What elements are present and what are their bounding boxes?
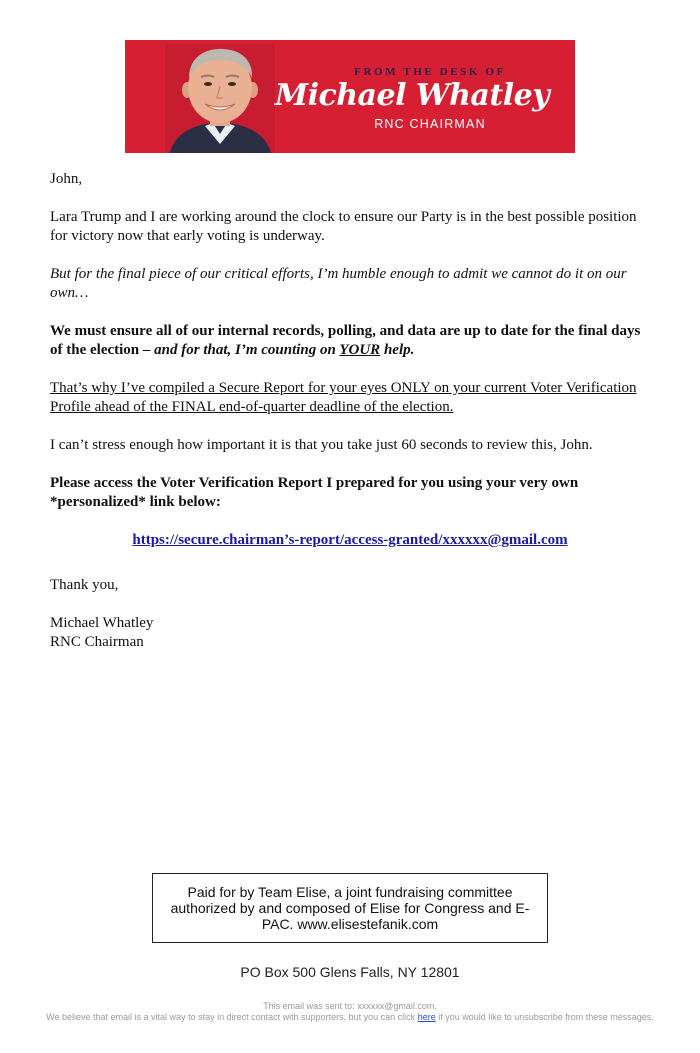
- unsubscribe-link[interactable]: here: [417, 1012, 436, 1022]
- banner-name: Michael Whatley: [274, 78, 550, 113]
- from-the-desk-of-label: FROM THE DESK OF: [354, 66, 506, 78]
- report-link-line: [50, 531, 650, 550]
- personalized-report-link[interactable]: https://secure.chairman’s-report/access-granted/xxxxxx@gmail.com: [132, 532, 568, 548]
- paragraph-access-report: Please access the Voter Verification Report I prepared for you using your very own *personalized* link below:: [50, 475, 579, 510]
- closing: Thank you,: [50, 577, 119, 593]
- help-text: help.: [380, 342, 415, 358]
- paragraph-secure-report: That’s why I’ve compiled a Secure Report for your eyes ONLY on your current Voter Verification Profile ahead of the FINAL end-of-quarter deadline of the election.: [50, 380, 637, 415]
- paragraph-intro: Lara Trump and I are working around the clock to ensure our Party is in the best possible position for victory now that early voting is underway.: [50, 209, 637, 244]
- unsubscribe-text-after: if you would like to unsubscribe from these messages.: [435, 1012, 654, 1022]
- mailing-address: PO Box 500 Glens Falls, NY 12801: [240, 964, 460, 980]
- paragraph-humble: But for the final piece of our critical efforts, I’m humble enough to admit we cannot do it on our own…: [50, 266, 627, 301]
- your-emphasis: YOUR: [339, 342, 381, 358]
- paragraph-60-seconds: I can’t stress enough how important it is that you take just 60 seconds to review this, John.: [50, 437, 593, 453]
- signature-name: Michael Whatley: [50, 615, 154, 631]
- records-text: We must ensure all of our internal records, polling, and data are up to date for the final days of the election –: [50, 323, 641, 358]
- signature-title: RNC Chairman: [50, 634, 144, 650]
- counting-on-text: [154, 342, 414, 358]
- email-fine-print: [40, 1001, 660, 1023]
- unsubscribe-text-before: We believe that email is a vital way to stay in direct contact with supporters, but you can click: [46, 1012, 418, 1022]
- counting-on-phrase: and for that, I’m counting on: [154, 342, 340, 358]
- letter-body: [50, 170, 650, 652]
- unsubscribe-notice: [40, 1012, 660, 1023]
- paid-for-disclaimer: Paid for by Team Elise, a joint fundraising committee authorized by and composed of Elise for Congress and E-PAC. www.elisestefanik.com: [152, 873, 548, 943]
- paragraph-records: [50, 322, 650, 360]
- greeting: John,: [50, 171, 83, 187]
- banner-role: RNC CHAIRMAN: [374, 117, 486, 131]
- header-banner: [125, 40, 575, 153]
- sent-to-notice: This email was sent to: xxxxxx@gmail.com.: [263, 1001, 437, 1011]
- chairman-portrait-image: [165, 44, 275, 153]
